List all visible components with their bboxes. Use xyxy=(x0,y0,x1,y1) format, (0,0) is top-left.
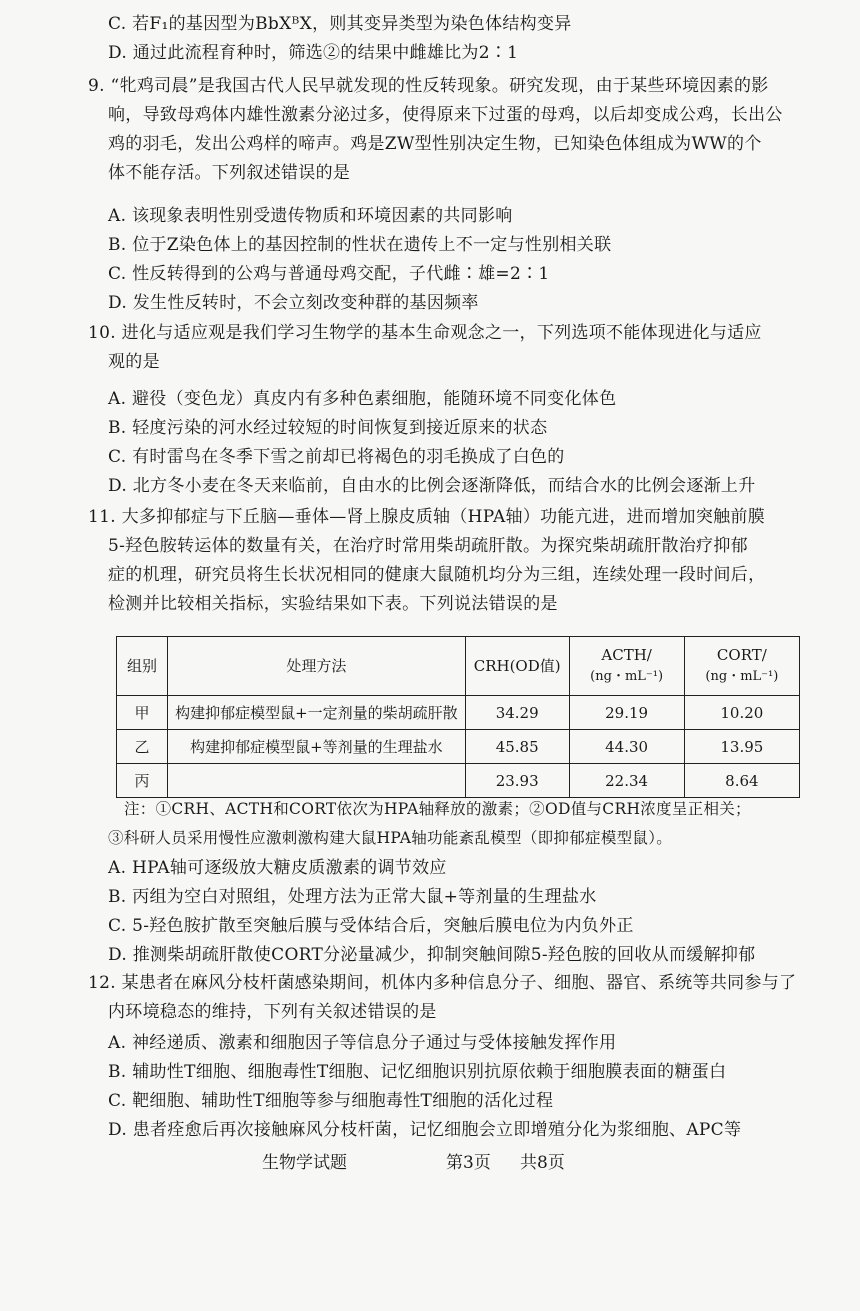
footer-page-number: 第3页 xyxy=(446,1153,491,1173)
q12-stem-line-2: 内环境稳态的维持，下列有关叙述错误的是 xyxy=(108,1002,437,1022)
q11-stem-line-3: 症的机理，研究员将生长状况相同的健康大鼠随机均分为三组，连续处理一段时间后， xyxy=(108,565,766,585)
cell-cort: 10.20 xyxy=(684,696,799,730)
q9-option-a: A. 该现象表明性别受遗传物质和环境因素的共同影响 xyxy=(108,206,513,226)
q9-option-d: D. 发生性反转时，不会立刻改变种群的基因频率 xyxy=(108,293,479,313)
table-note-1: 注：①CRH、ACTH和CORT依次为HPA轴释放的激素；②OD值与CRH浓度呈正相关； xyxy=(124,800,751,818)
header-group: 组别 xyxy=(117,637,168,696)
q11-option-d: D. 推测柴胡疏肝散使CORT分泌量减少，抑制突触间隙5-羟色胺的回收从而缓解抑郁 xyxy=(108,945,756,965)
cell-group: 丙 xyxy=(117,764,168,798)
table-row xyxy=(117,730,800,764)
q11-option-b: B. 丙组为空白对照组，处理方法为正常大鼠+等剂量的生理盐水 xyxy=(108,887,597,907)
header-acth-label: ACTH/ xyxy=(601,646,652,664)
cell-method: 构建抑郁症模型鼠+等剂量的生理盐水 xyxy=(167,730,465,764)
q11-stem-line-1: 11. 大多抑郁症与下丘脑—垂体—肾上腺皮质轴（HPA轴）功能亢进，进而增加突触前膜 xyxy=(88,507,766,527)
cell-cort: 13.95 xyxy=(684,730,799,764)
table-note-2: ③科研人员采用慢性应激刺激构建大鼠HPA轴功能紊乱模型（即抑郁症模型鼠）。 xyxy=(108,829,673,847)
q10-option-a: A. 避役（变色龙）真皮内有多种色素细胞，能随环境不同变化体色 xyxy=(108,389,617,409)
cell-method xyxy=(167,764,465,798)
prev-option-d: D. 通过此流程育种时，筛选②的结果中雌雄比为2∶1 xyxy=(108,43,519,63)
header-acth xyxy=(569,637,684,696)
q10-stem-line-1: 10. 进化与适应观是我们学习生物学的基本生命观念之一，下列选项不能体现进化与适应 xyxy=(88,323,762,343)
q10-option-c: C. 有时雷鸟在冬季下雪之前却已将褐色的羽毛换成了白色的 xyxy=(108,447,565,467)
q9-stem-line-3: 鸡的羽毛，发出公鸡样的啼声。鸡是ZW型性别决定生物，已知染色体组成为WW的个 xyxy=(108,134,762,154)
q10-option-b: B. 轻度污染的河水经过较短的时间恢复到接近原来的状态 xyxy=(108,418,548,438)
q9-option-b: B. 位于Z染色体上的基因控制的性状在遗传上不一定与性别相关联 xyxy=(108,235,612,255)
q11-stem-line-2: 5-羟色胺转运体的数量有关，在治疗时常用柴胡疏肝散。为探究柴胡疏肝散治疗抑郁 xyxy=(108,536,748,556)
cell-group: 甲 xyxy=(117,696,168,730)
q12-option-a: A. 神经递质、激素和细胞因子等信息分子通过与受体接触发挥作用 xyxy=(108,1033,617,1053)
header-acth-unit: (ng・mL⁻¹) xyxy=(590,669,664,684)
cell-method: 构建抑郁症模型鼠+一定剂量的柴胡疏肝散 xyxy=(167,696,465,730)
cell-acth: 22.34 xyxy=(569,764,684,798)
cell-group: 乙 xyxy=(117,730,168,764)
q12-option-b: B. 辅助性T细胞、细胞毒性T细胞、记忆细胞识别抗原依赖于细胞膜表面的糖蛋白 xyxy=(108,1062,727,1082)
cell-crh: 45.85 xyxy=(465,730,569,764)
footer-total-pages: 共8页 xyxy=(520,1153,565,1173)
table-row xyxy=(117,764,800,798)
cell-crh: 23.93 xyxy=(465,764,569,798)
q12-option-d: D. 患者痊愈后再次接触麻风分枝杆菌，记忆细胞会立即增殖分化为浆细胞、APC等 xyxy=(108,1120,742,1140)
q11-stem-line-4: 检测并比较相关指标，实验结果如下表。下列说法错误的是 xyxy=(108,594,558,614)
header-method: 处理方法 xyxy=(167,637,465,696)
header-cort xyxy=(684,637,799,696)
results-table xyxy=(116,636,800,798)
q9-stem-line-4: 体不能存活。下列叙述错误的是 xyxy=(108,163,351,183)
q11-option-c: C. 5-羟色胺扩散至突触后膜与受体结合后，突触后膜电位为内负外正 xyxy=(108,916,634,936)
header-cort-label: CORT/ xyxy=(716,646,767,664)
q10-stem-line-2: 观的是 xyxy=(108,352,160,372)
cell-acth: 29.19 xyxy=(569,696,684,730)
q9-option-c: C. 性反转得到的公鸡与普通母鸡交配，子代雌∶雄=2∶1 xyxy=(108,264,550,284)
prev-option-c: C. 若F₁的基因型为BbXᴮX，则其变异类型为染色体结构变异 xyxy=(108,14,572,34)
cell-cort: 8.64 xyxy=(684,764,799,798)
q9-stem-line-1: 9. “牝鸡司晨”是我国古代人民早就发现的性反转现象。研究发现，由于某些环境因素的影 xyxy=(88,76,769,96)
cell-crh: 34.29 xyxy=(465,696,569,730)
q10-option-d: D. 北方冬小麦在冬天来临前，自由水的比例会逐渐降低，而结合水的比例会逐渐上升 xyxy=(108,476,756,496)
q12-option-c: C. 靶细胞、辅助性T细胞等参与细胞毒性T细胞的活化过程 xyxy=(108,1091,554,1111)
table-header-row xyxy=(117,637,800,696)
q11-option-a: A. HPA轴可逐级放大糖皮质激素的调节效应 xyxy=(108,858,447,878)
q9-stem-line-2: 响，导致母鸡体内雄性激素分泌过多，使得原来下过蛋的母鸡，以后却变成公鸡，长出公 xyxy=(108,105,783,125)
q12-stem-line-1: 12. 某患者在麻风分枝杆菌感染期间，机体内多种信息分子、细胞、器官、系统等共同参与了 xyxy=(88,973,797,993)
cell-acth: 44.30 xyxy=(569,730,684,764)
footer-subject: 生物学试题 xyxy=(262,1153,347,1173)
header-cort-unit: (ng・mL⁻¹) xyxy=(705,669,779,684)
header-crh: CRH(OD值) xyxy=(465,637,569,696)
table-row xyxy=(117,696,800,730)
